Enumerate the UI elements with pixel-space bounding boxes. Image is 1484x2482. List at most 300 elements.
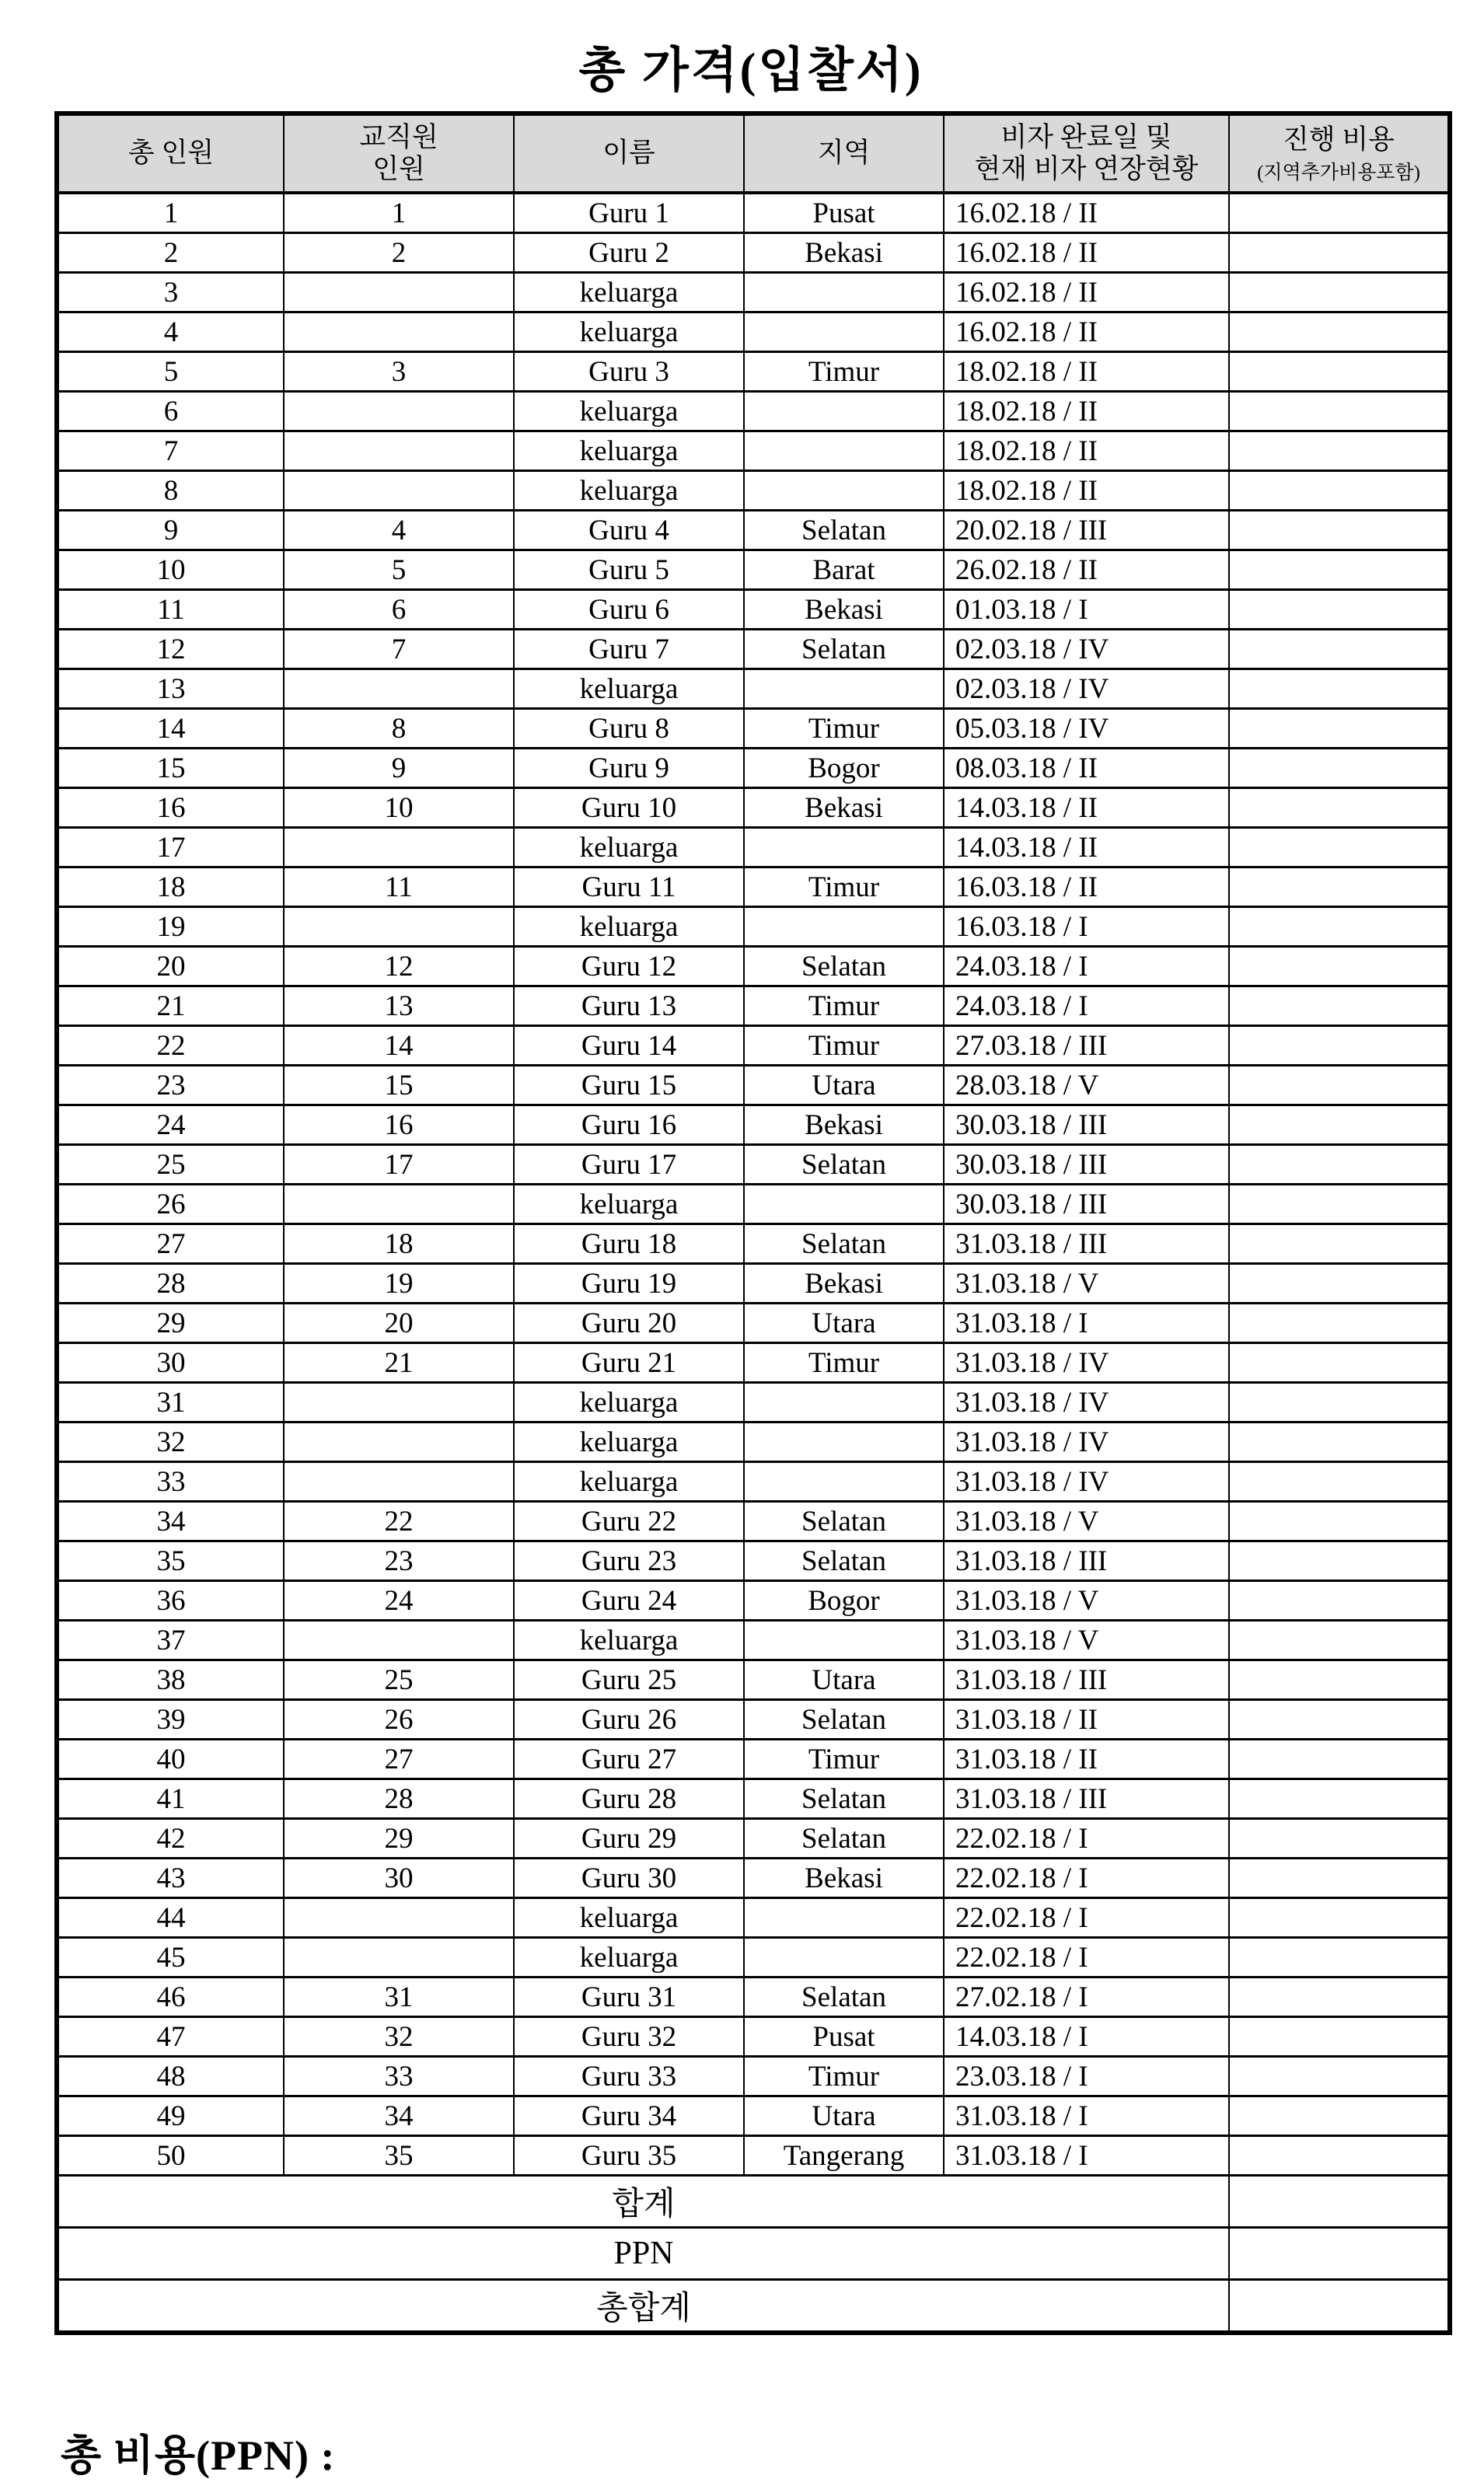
document-page xyxy=(0,31,1484,2479)
cell-name: keluarga xyxy=(514,1938,744,1978)
cell-cost xyxy=(1229,233,1450,273)
col-header-cost xyxy=(1229,113,1450,193)
cell-region: Bogor xyxy=(744,749,944,788)
cell-cost xyxy=(1229,392,1450,431)
cell-visa: 31.03.18 / IV xyxy=(944,1462,1229,1502)
cell-staff-no: 8 xyxy=(284,709,514,749)
cell-name: keluarga xyxy=(514,471,744,511)
cell-region: Pusat xyxy=(744,193,944,233)
cell-visa: 31.03.18 / III xyxy=(944,1660,1229,1700)
table-row xyxy=(57,1541,1450,1581)
col-header-region-label: 지역 xyxy=(817,138,871,169)
cell-total-no: 14 xyxy=(57,709,284,749)
table-row xyxy=(57,2136,1450,2176)
grand-total-cost-cell xyxy=(1229,2280,1450,2334)
cell-staff-no xyxy=(284,1621,514,1660)
cell-staff-no: 33 xyxy=(284,2057,514,2096)
table-row xyxy=(57,749,1450,788)
cell-name: Guru 9 xyxy=(514,749,744,788)
table-row xyxy=(57,1462,1450,1502)
col-header-region xyxy=(744,113,944,193)
table-row xyxy=(57,550,1450,590)
cell-cost xyxy=(1229,312,1450,352)
cell-name: Guru 6 xyxy=(514,590,744,630)
bid-price-table xyxy=(54,111,1452,2335)
cell-total-no: 43 xyxy=(57,1859,284,1898)
cell-cost xyxy=(1229,471,1450,511)
cell-region xyxy=(744,669,944,709)
cell-region: Bekasi xyxy=(744,590,944,630)
cell-total-no: 1 xyxy=(57,193,284,233)
cell-total-no: 3 xyxy=(57,273,284,312)
cell-name: Guru 17 xyxy=(514,1145,744,1185)
cell-region: Utara xyxy=(744,2096,944,2136)
cell-visa: 31.03.18 / V xyxy=(944,1581,1229,1621)
cell-name: Guru 8 xyxy=(514,709,744,749)
table-row xyxy=(57,1304,1450,1343)
cell-region: Selatan xyxy=(744,1541,944,1581)
cell-visa: 24.03.18 / I xyxy=(944,986,1229,1026)
cell-name: keluarga xyxy=(514,1383,744,1423)
cell-cost xyxy=(1229,1581,1450,1621)
table-row xyxy=(57,471,1450,511)
cell-cost xyxy=(1229,630,1450,669)
cell-visa: 14.03.18 / I xyxy=(944,2017,1229,2057)
cell-name: Guru 10 xyxy=(514,788,744,828)
cell-name: keluarga xyxy=(514,1898,744,1938)
cell-staff-no xyxy=(284,471,514,511)
cell-total-no: 29 xyxy=(57,1304,284,1343)
cell-region: Bekasi xyxy=(744,788,944,828)
cell-name: Guru 26 xyxy=(514,1700,744,1740)
cell-region xyxy=(744,312,944,352)
cell-staff-no xyxy=(284,669,514,709)
cell-cost xyxy=(1229,193,1450,233)
cell-cost xyxy=(1229,1185,1450,1224)
table-row xyxy=(57,1621,1450,1660)
cell-visa: 24.03.18 / I xyxy=(944,947,1229,986)
subtotal-label: 합계 xyxy=(57,2176,1229,2228)
cell-region: Utara xyxy=(744,1660,944,1700)
table-row xyxy=(57,1660,1450,1700)
cell-total-no: 2 xyxy=(57,233,284,273)
cell-staff-no: 18 xyxy=(284,1224,514,1264)
cell-region: Bekasi xyxy=(744,1105,944,1145)
cell-cost xyxy=(1229,1898,1450,1938)
cell-total-no: 35 xyxy=(57,1541,284,1581)
cell-total-no: 9 xyxy=(57,511,284,550)
cell-visa: 31.03.18 / I xyxy=(944,2136,1229,2176)
cell-staff-no xyxy=(284,1938,514,1978)
cell-visa: 27.03.18 / III xyxy=(944,1026,1229,1066)
cell-region: Barat xyxy=(744,550,944,590)
cell-total-no: 13 xyxy=(57,669,284,709)
cell-name: Guru 23 xyxy=(514,1541,744,1581)
cell-cost xyxy=(1229,431,1450,471)
cell-name: keluarga xyxy=(514,312,744,352)
cell-region xyxy=(744,828,944,867)
cell-total-no: 17 xyxy=(57,828,284,867)
cell-visa: 16.02.18 / II xyxy=(944,312,1229,352)
cell-region: Selatan xyxy=(744,1700,944,1740)
cell-staff-no xyxy=(284,828,514,867)
cell-name: Guru 14 xyxy=(514,1026,744,1066)
col-header-name xyxy=(514,113,744,193)
cell-name: keluarga xyxy=(514,907,744,947)
cell-total-no: 42 xyxy=(57,1819,284,1859)
cell-cost xyxy=(1229,511,1450,550)
cell-visa: 31.03.18 / V xyxy=(944,1621,1229,1660)
cell-cost xyxy=(1229,709,1450,749)
cell-region: Selatan xyxy=(744,1819,944,1859)
cell-staff-no xyxy=(284,1462,514,1502)
table-row xyxy=(57,1502,1450,1541)
cell-staff-no: 30 xyxy=(284,1859,514,1898)
cell-name: Guru 35 xyxy=(514,2136,744,2176)
cell-total-no: 45 xyxy=(57,1938,284,1978)
col-header-staff-count-line1: 교직원 xyxy=(359,122,438,153)
cell-total-no: 16 xyxy=(57,788,284,828)
cell-staff-no: 11 xyxy=(284,867,514,907)
cell-region: Timur xyxy=(744,1343,944,1383)
cell-visa: 08.03.18 / II xyxy=(944,749,1229,788)
table-row xyxy=(57,1779,1450,1819)
cell-total-no: 30 xyxy=(57,1343,284,1383)
cell-staff-no: 3 xyxy=(284,352,514,392)
cell-total-no: 26 xyxy=(57,1185,284,1224)
table-row xyxy=(57,590,1450,630)
cell-cost xyxy=(1229,907,1450,947)
table-row xyxy=(57,431,1450,471)
cell-region: Utara xyxy=(744,1304,944,1343)
cell-staff-no: 19 xyxy=(284,1264,514,1304)
cell-total-no: 20 xyxy=(57,947,284,986)
cell-staff-no xyxy=(284,1898,514,1938)
cell-name: Guru 13 xyxy=(514,986,744,1026)
table-row xyxy=(57,1423,1450,1462)
cell-cost xyxy=(1229,986,1450,1026)
cell-total-no: 24 xyxy=(57,1105,284,1145)
cell-cost xyxy=(1229,1145,1450,1185)
cell-region xyxy=(744,907,944,947)
cell-cost xyxy=(1229,1462,1450,1502)
cell-total-no: 39 xyxy=(57,1700,284,1740)
cell-cost xyxy=(1229,828,1450,867)
cell-total-no: 4 xyxy=(57,312,284,352)
col-header-staff-count-line2: 인원 xyxy=(372,153,425,184)
cell-cost xyxy=(1229,2096,1450,2136)
cell-visa: 20.02.18 / III xyxy=(944,511,1229,550)
cell-region: Utara xyxy=(744,1066,944,1105)
cell-name: Guru 1 xyxy=(514,193,744,233)
cell-cost xyxy=(1229,1541,1450,1581)
cell-visa: 22.02.18 / I xyxy=(944,1859,1229,1898)
cell-total-no: 46 xyxy=(57,1978,284,2017)
cell-name: Guru 29 xyxy=(514,1819,744,1859)
cell-name: keluarga xyxy=(514,1621,744,1660)
cell-total-no: 21 xyxy=(57,986,284,1026)
cell-name: Guru 12 xyxy=(514,947,744,986)
cell-region xyxy=(744,392,944,431)
cell-name: Guru 24 xyxy=(514,1581,744,1621)
cell-staff-no xyxy=(284,1383,514,1423)
cell-visa: 30.03.18 / III xyxy=(944,1145,1229,1185)
cell-staff-no: 1 xyxy=(284,193,514,233)
cell-cost xyxy=(1229,273,1450,312)
cell-cost xyxy=(1229,1224,1450,1264)
cell-name: Guru 21 xyxy=(514,1343,744,1383)
cell-name: Guru 19 xyxy=(514,1264,744,1304)
cell-staff-no: 25 xyxy=(284,1660,514,1700)
cell-region: Selatan xyxy=(744,511,944,550)
cell-cost xyxy=(1229,1066,1450,1105)
col-header-total-count xyxy=(57,113,284,193)
cell-region: Selatan xyxy=(744,1978,944,2017)
cell-staff-no: 6 xyxy=(284,590,514,630)
cell-name: keluarga xyxy=(514,669,744,709)
cell-name: Guru 18 xyxy=(514,1224,744,1264)
cell-cost xyxy=(1229,1621,1450,1660)
cell-name: keluarga xyxy=(514,431,744,471)
cell-total-no: 41 xyxy=(57,1779,284,1819)
cell-name: Guru 11 xyxy=(514,867,744,907)
ppn-label: PPN xyxy=(57,2228,1229,2280)
cell-visa: 14.03.18 / II xyxy=(944,828,1229,867)
cell-staff-no: 24 xyxy=(284,1581,514,1621)
cell-cost xyxy=(1229,1423,1450,1462)
table-row xyxy=(57,1105,1450,1145)
cell-staff-no: 7 xyxy=(284,630,514,669)
cell-visa: 31.03.18 / IV xyxy=(944,1383,1229,1423)
cell-total-no: 19 xyxy=(57,907,284,947)
grand-total-label: 총합계 xyxy=(57,2280,1229,2334)
cell-visa: 28.03.18 / V xyxy=(944,1066,1229,1105)
cell-staff-no xyxy=(284,907,514,947)
table-row xyxy=(57,986,1450,1026)
cell-staff-no: 23 xyxy=(284,1541,514,1581)
cell-name: keluarga xyxy=(514,273,744,312)
cell-visa: 26.02.18 / II xyxy=(944,550,1229,590)
subtotal-cost-cell xyxy=(1229,2176,1450,2228)
table-row xyxy=(57,1066,1450,1105)
cell-cost xyxy=(1229,1105,1450,1145)
cell-total-no: 50 xyxy=(57,2136,284,2176)
cell-visa: 22.02.18 / I xyxy=(944,1938,1229,1978)
cell-cost xyxy=(1229,1740,1450,1779)
col-header-cost-label: 진행 비용 xyxy=(1283,124,1395,155)
cell-total-no: 34 xyxy=(57,1502,284,1541)
cell-cost xyxy=(1229,1660,1450,1700)
cell-visa: 18.02.18 / II xyxy=(944,392,1229,431)
cell-cost xyxy=(1229,2017,1450,2057)
table-row xyxy=(57,2017,1450,2057)
cell-visa: 01.03.18 / I xyxy=(944,590,1229,630)
table-row xyxy=(57,1700,1450,1740)
cell-name: Guru 31 xyxy=(514,1978,744,2017)
cell-total-no: 28 xyxy=(57,1264,284,1304)
cell-name: Guru 7 xyxy=(514,630,744,669)
cell-staff-no: 27 xyxy=(284,1740,514,1779)
cell-total-no: 33 xyxy=(57,1462,284,1502)
cell-cost xyxy=(1229,1700,1450,1740)
cell-name: keluarga xyxy=(514,1423,744,1462)
cell-total-no: 7 xyxy=(57,431,284,471)
table-row xyxy=(57,1740,1450,1779)
cell-name: Guru 20 xyxy=(514,1304,744,1343)
col-header-staff-count xyxy=(284,113,514,193)
cell-cost xyxy=(1229,1819,1450,1859)
col-header-name-label: 이름 xyxy=(602,138,655,169)
cell-region: Timur xyxy=(744,352,944,392)
cell-visa: 31.03.18 / IV xyxy=(944,1423,1229,1462)
table-row xyxy=(57,2096,1450,2136)
cell-region: Timur xyxy=(744,1740,944,1779)
cell-region: Bekasi xyxy=(744,1264,944,1304)
table-row xyxy=(57,1264,1450,1304)
cell-visa: 18.02.18 / II xyxy=(944,352,1229,392)
cell-staff-no: 22 xyxy=(284,1502,514,1541)
cell-staff-no: 34 xyxy=(284,2096,514,2136)
cell-staff-no: 4 xyxy=(284,511,514,550)
cell-region: Timur xyxy=(744,1026,944,1066)
cell-visa: 16.03.18 / II xyxy=(944,867,1229,907)
cell-region: Bogor xyxy=(744,1581,944,1621)
cell-cost xyxy=(1229,1978,1450,2017)
cell-cost xyxy=(1229,2057,1450,2096)
cell-staff-no xyxy=(284,1185,514,1224)
cell-visa: 31.03.18 / I xyxy=(944,2096,1229,2136)
cell-region xyxy=(744,1938,944,1978)
table-row xyxy=(57,392,1450,431)
table-row xyxy=(57,669,1450,709)
cell-region: Pusat xyxy=(744,2017,944,2057)
col-header-visa xyxy=(944,113,1229,193)
cell-staff-no xyxy=(284,1423,514,1462)
table-row xyxy=(57,1938,1450,1978)
header-row xyxy=(57,113,1450,193)
cell-region xyxy=(744,1621,944,1660)
cell-visa: 18.02.18 / II xyxy=(944,431,1229,471)
cell-visa: 05.03.18 / IV xyxy=(944,709,1229,749)
cell-cost xyxy=(1229,669,1450,709)
cell-name: Guru 28 xyxy=(514,1779,744,1819)
cell-cost xyxy=(1229,590,1450,630)
cell-visa: 31.03.18 / II xyxy=(944,1740,1229,1779)
grand-total-row xyxy=(57,2280,1450,2334)
cell-cost xyxy=(1229,1304,1450,1343)
cell-visa: 30.03.18 / III xyxy=(944,1185,1229,1224)
cell-region xyxy=(744,1462,944,1502)
cell-staff-no xyxy=(284,273,514,312)
cell-cost xyxy=(1229,352,1450,392)
cell-cost xyxy=(1229,1264,1450,1304)
table-row xyxy=(57,1383,1450,1423)
cell-cost xyxy=(1229,1343,1450,1383)
cell-total-no: 38 xyxy=(57,1660,284,1700)
table-row xyxy=(57,312,1450,352)
cell-staff-no: 5 xyxy=(284,550,514,590)
cell-visa: 27.02.18 / I xyxy=(944,1978,1229,2017)
cell-staff-no: 15 xyxy=(284,1066,514,1105)
cell-visa: 31.03.18 / III xyxy=(944,1779,1229,1819)
table-row xyxy=(57,352,1450,392)
cell-region: Bekasi xyxy=(744,233,944,273)
cell-name: Guru 27 xyxy=(514,1740,744,1779)
cell-staff-no: 21 xyxy=(284,1343,514,1383)
table-row xyxy=(57,1026,1450,1066)
cell-name: Guru 15 xyxy=(514,1066,744,1105)
subtotal-row xyxy=(57,2176,1450,2228)
cell-name: Guru 5 xyxy=(514,550,744,590)
cell-name: Guru 25 xyxy=(514,1660,744,1700)
cell-region: Selatan xyxy=(744,630,944,669)
table-row xyxy=(57,709,1450,749)
cell-total-no: 44 xyxy=(57,1898,284,1938)
cell-staff-no: 28 xyxy=(284,1779,514,1819)
cell-region xyxy=(744,1898,944,1938)
cell-total-no: 12 xyxy=(57,630,284,669)
cell-staff-no: 2 xyxy=(284,233,514,273)
table-row xyxy=(57,1898,1450,1938)
cell-total-no: 22 xyxy=(57,1026,284,1066)
cell-total-no: 5 xyxy=(57,352,284,392)
cell-staff-no: 17 xyxy=(284,1145,514,1185)
cell-staff-no: 29 xyxy=(284,1819,514,1859)
cell-visa: 16.02.18 / II xyxy=(944,273,1229,312)
cell-visa: 31.03.18 / III xyxy=(944,1224,1229,1264)
cell-region xyxy=(744,1423,944,1462)
cell-region: Selatan xyxy=(744,947,944,986)
cell-staff-no: 31 xyxy=(284,1978,514,2017)
cell-staff-no: 32 xyxy=(284,2017,514,2057)
cell-region: Timur xyxy=(744,986,944,1026)
cell-cost xyxy=(1229,788,1450,828)
page-title: 총 가격(입찰서) xyxy=(578,44,924,97)
cell-staff-no: 13 xyxy=(284,986,514,1026)
table-row xyxy=(57,630,1450,669)
cell-cost xyxy=(1229,1779,1450,1819)
cell-visa: 23.03.18 / I xyxy=(944,2057,1229,2096)
cell-total-no: 32 xyxy=(57,1423,284,1462)
table-row xyxy=(57,233,1450,273)
cell-total-no: 31 xyxy=(57,1383,284,1423)
cell-region: Timur xyxy=(744,867,944,907)
cell-name: Guru 30 xyxy=(514,1859,744,1898)
cell-name: Guru 34 xyxy=(514,2096,744,2136)
cell-name: keluarga xyxy=(514,1462,744,1502)
table-row xyxy=(57,273,1450,312)
cell-total-no: 40 xyxy=(57,1740,284,1779)
cell-region: Selatan xyxy=(744,1779,944,1819)
cell-staff-no: 20 xyxy=(284,1304,514,1343)
cell-name: keluarga xyxy=(514,1185,744,1224)
cell-total-no: 11 xyxy=(57,590,284,630)
total-cost-ppn-label: 총 비용(PPN) : xyxy=(61,2432,336,2479)
cell-cost xyxy=(1229,550,1450,590)
table-row xyxy=(57,1224,1450,1264)
cell-visa: 31.03.18 / I xyxy=(944,1304,1229,1343)
cell-total-no: 18 xyxy=(57,867,284,907)
cell-visa: 22.02.18 / I xyxy=(944,1898,1229,1938)
cell-visa: 16.02.18 / II xyxy=(944,233,1229,273)
cell-cost xyxy=(1229,2136,1450,2176)
cell-cost xyxy=(1229,1383,1450,1423)
cell-region: Bekasi xyxy=(744,1859,944,1898)
table-row xyxy=(57,788,1450,828)
cell-region: Tangerang xyxy=(744,2136,944,2176)
cell-total-no: 48 xyxy=(57,2057,284,2096)
table-row xyxy=(57,1581,1450,1621)
